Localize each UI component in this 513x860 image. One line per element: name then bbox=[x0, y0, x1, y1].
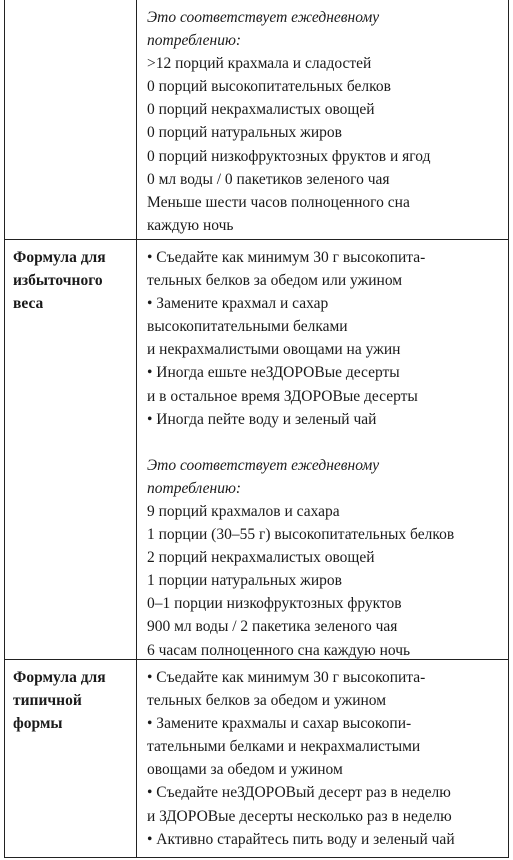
row-content-cell bbox=[137, 0, 508, 239]
content-line: потреблению: bbox=[147, 479, 242, 497]
table-row bbox=[5, 240, 508, 660]
row-label: Формула для избыточного веса bbox=[13, 249, 106, 312]
content-line: высокопитательными белками bbox=[147, 318, 348, 336]
content-line: • Иногда ешьте неЗДОРОВые десерты bbox=[147, 364, 400, 382]
content-line: 0 порций низкофруктозных фруктов и ягод bbox=[147, 147, 431, 165]
content-line: 2 порций некрахмалистых овощей bbox=[147, 549, 375, 567]
row-label: Формула для типичной формы bbox=[13, 669, 106, 732]
row-label-cell bbox=[5, 240, 137, 659]
content-line: 6 часам полноценного сна каждую ночь bbox=[147, 641, 411, 659]
content-line: 900 мл воды / 2 пакетика зеленого чая bbox=[147, 618, 398, 636]
content-line: овощами за обедом и ужином bbox=[147, 761, 343, 779]
spacer bbox=[147, 431, 508, 454]
content-line: и некрахмалистыми овощами на ужин bbox=[147, 341, 401, 359]
row-content-cell bbox=[137, 240, 508, 659]
content-line: • Съедайте как минимум 30 г высокопита- bbox=[147, 249, 426, 266]
content-line: 0 порций натуральных жиров bbox=[147, 124, 342, 142]
content-line: • Съедайте неЗДОРОВый десерт раз в неделю bbox=[147, 784, 451, 802]
content-line: • Активно старайтесь пить воду и зеленый чай bbox=[147, 830, 455, 848]
content-line: • Замените крахмалы и сахар высокопи- bbox=[147, 715, 412, 733]
content-line: 1 порции (30–55 г) высокопитательных белков bbox=[147, 526, 455, 544]
row-content-cell bbox=[137, 660, 508, 858]
content-line: 0 мл воды / 0 пакетиков зеленого чая bbox=[147, 170, 390, 188]
row-label-cell bbox=[5, 0, 137, 239]
content-line: и в остальное время ЗДОРОВые десерты bbox=[147, 387, 418, 405]
content-line: каждую ночь bbox=[147, 216, 234, 234]
content-line: тельных белков за обедом и ужином bbox=[147, 692, 387, 710]
content-line: тельных белков за обедом или ужином bbox=[147, 272, 403, 290]
content-line: • Иногда пейте воду и зеленый чай bbox=[147, 410, 377, 428]
content-line: Это соответствует ежедневному bbox=[147, 9, 380, 26]
content-line: потреблению: bbox=[147, 32, 242, 50]
row-label-cell bbox=[5, 660, 137, 858]
content-line: и ЗДОРОВые десерты несколько раз в неделю bbox=[147, 807, 452, 825]
content-line: 0 порций некрахмалистых овощей bbox=[147, 101, 375, 119]
content-line: 0 порций высокопитательных белков bbox=[147, 78, 391, 96]
table-row bbox=[5, 660, 508, 858]
content-line: 0–1 порции низкофруктозных фруктов bbox=[147, 595, 402, 613]
content-line: 1 порции натуральных жиров bbox=[147, 572, 342, 590]
content-line: 9 порций крахмалов и сахара bbox=[147, 502, 340, 520]
content-line: >12 порций крахмала и сладостей bbox=[147, 55, 372, 73]
content-line: • Замените крахмал и сахар bbox=[147, 295, 329, 313]
table-row bbox=[5, 0, 508, 240]
content-line: Меньше шести часов полноценного сна bbox=[147, 193, 410, 211]
nutrition-formula-table bbox=[4, 0, 509, 858]
content-line: • Съедайте как минимум 30 г высокопита- bbox=[147, 669, 426, 686]
content-line: Это соответствует ежедневному bbox=[147, 456, 380, 474]
content-line: тательными белками и некрахмалистыми bbox=[147, 738, 421, 756]
